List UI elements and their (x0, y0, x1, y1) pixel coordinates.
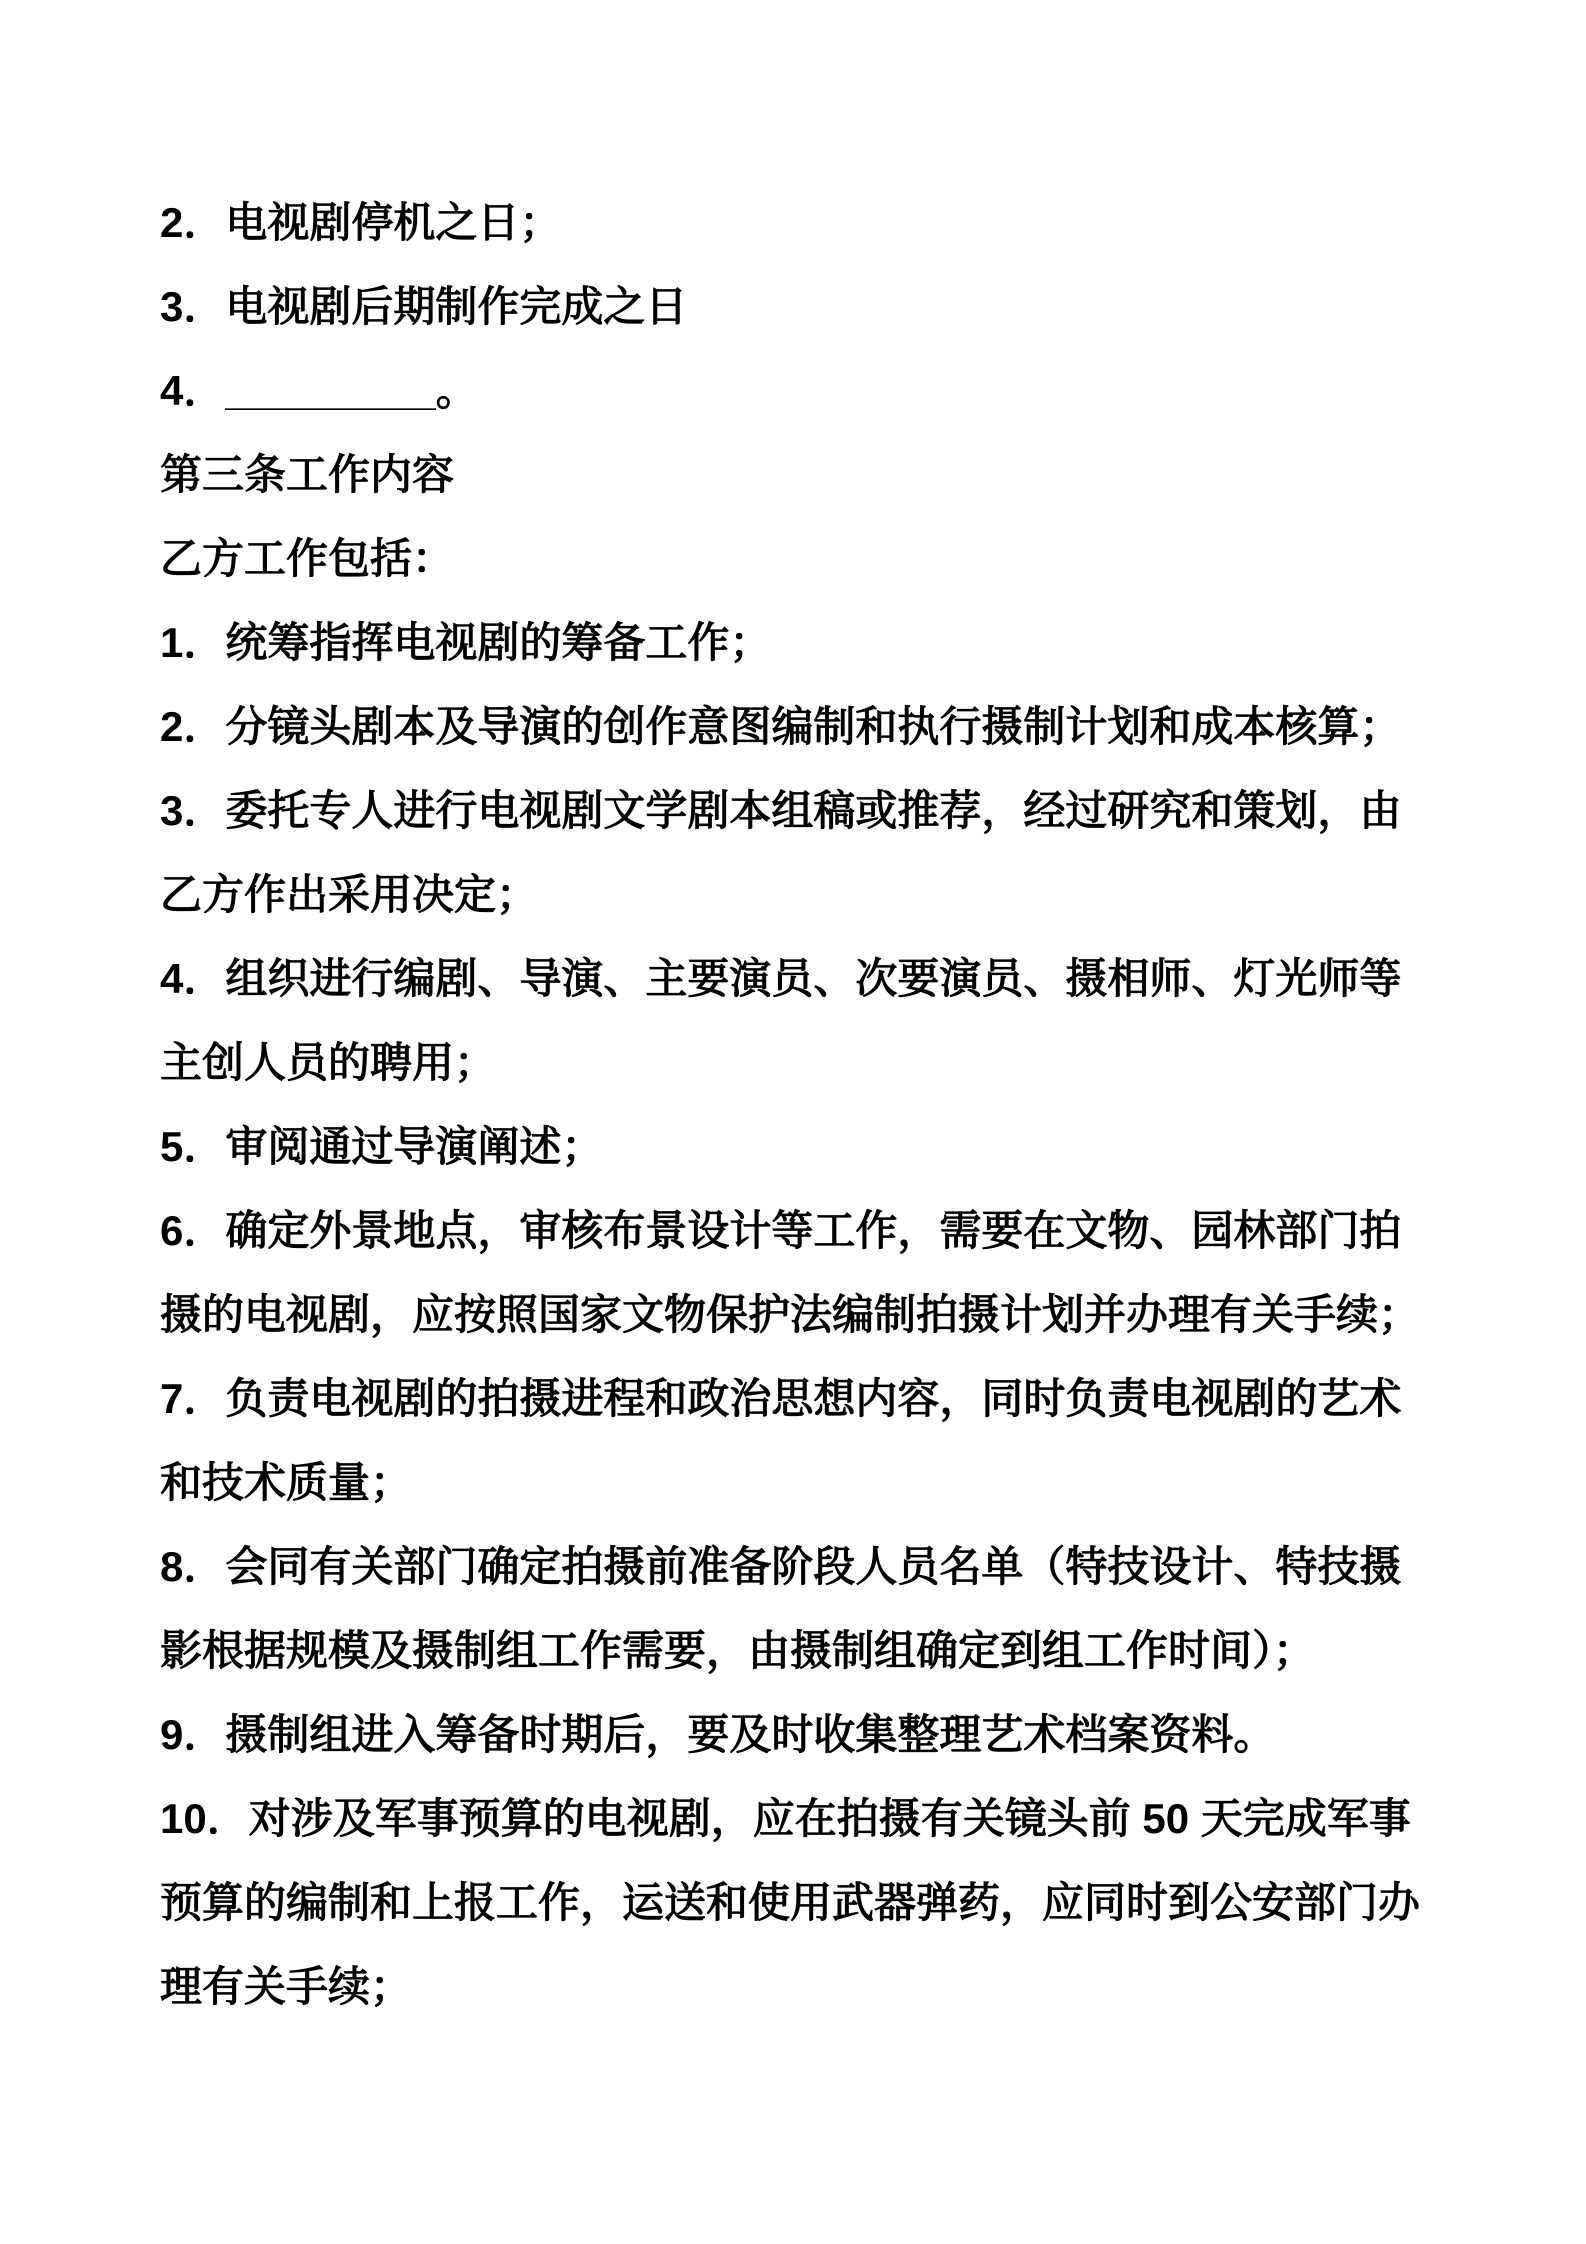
document-line: 1．统筹指挥电视剧的筹备工作； (160, 619, 772, 666)
document-line: 乙方工作包括： (160, 535, 455, 582)
document-line: 7．负责电视剧的拍摄进程和政治思想内容，同时负责电视剧的艺术 (160, 1375, 1402, 1422)
work-item-1 (160, 601, 1436, 685)
document-line: 3．委托专人进行电视剧文学剧本组稿或推荐，经过研究和策划，由 (160, 787, 1402, 834)
work-item-9 (160, 1693, 1436, 1777)
document-line: 预算的编制和上报工作，运送和使用武器弹药，应同时到公安部门办 (160, 1879, 1421, 1926)
work-item-4 (160, 937, 1436, 1105)
document-line: 摄的电视剧，应按照国家文物保护法编制拍摄计划并办理有关手续； (160, 1291, 1421, 1338)
intro-line-party-b-work (160, 517, 1436, 601)
document-line: 5．审阅通过导演阐述； (160, 1123, 604, 1170)
list-item-deadline-4-blank (160, 349, 1436, 433)
document-line: 9．摄制组进入筹备时期后，要及时收集整理艺术档案资料。 (160, 1711, 1276, 1758)
document-line: 乙方作出采用决定； (160, 871, 539, 918)
document-line: 2．分镜头剧本及导演的创作意图编制和执行摄制计划和成本核算； (160, 703, 1402, 750)
work-item-8 (160, 1525, 1436, 1693)
document-line: 主创人员的聘用； (160, 1039, 497, 1086)
document-line: 6．确定外景地点，审核布景设计等工作，需要在文物、园林部门拍 (160, 1207, 1402, 1254)
document-line: 4．组织进行编剧、导演、主要演员、次要演员、摄相师、灯光师等 (160, 955, 1402, 1002)
section-heading-article-3 (160, 433, 1436, 517)
list-item-deadline-2 (160, 181, 1436, 265)
fill-in-blank-line: 4．_________。 (160, 367, 478, 414)
work-item-7 (160, 1357, 1436, 1525)
work-item-5 (160, 1105, 1436, 1189)
work-item-3 (160, 769, 1436, 937)
work-item-2 (160, 685, 1436, 769)
section-heading-text: 第三条工作内容 (160, 451, 455, 498)
document-line: 和技术质量； (160, 1459, 413, 1506)
work-item-10 (160, 1777, 1436, 2029)
document-line: 3．电视剧后期制作完成之日 (160, 283, 688, 330)
document-line: 影根据规模及摄制组工作需要，由摄制组确定到组工作时间）； (160, 1627, 1316, 1674)
document-line: 2．电视剧停机之日； (160, 199, 562, 246)
list-item-deadline-3 (160, 265, 1436, 349)
document-line: 理有关手续； (160, 1963, 413, 2010)
work-item-6 (160, 1189, 1436, 1357)
document-line: 10．对涉及军事预算的电视剧，应在拍摄有关镜头前 50 天完成军事 (160, 1795, 1411, 1842)
document-line: 8．会同有关部门确定拍摄前准备阶段人员名单（特技设计、特技摄 (160, 1543, 1402, 1590)
